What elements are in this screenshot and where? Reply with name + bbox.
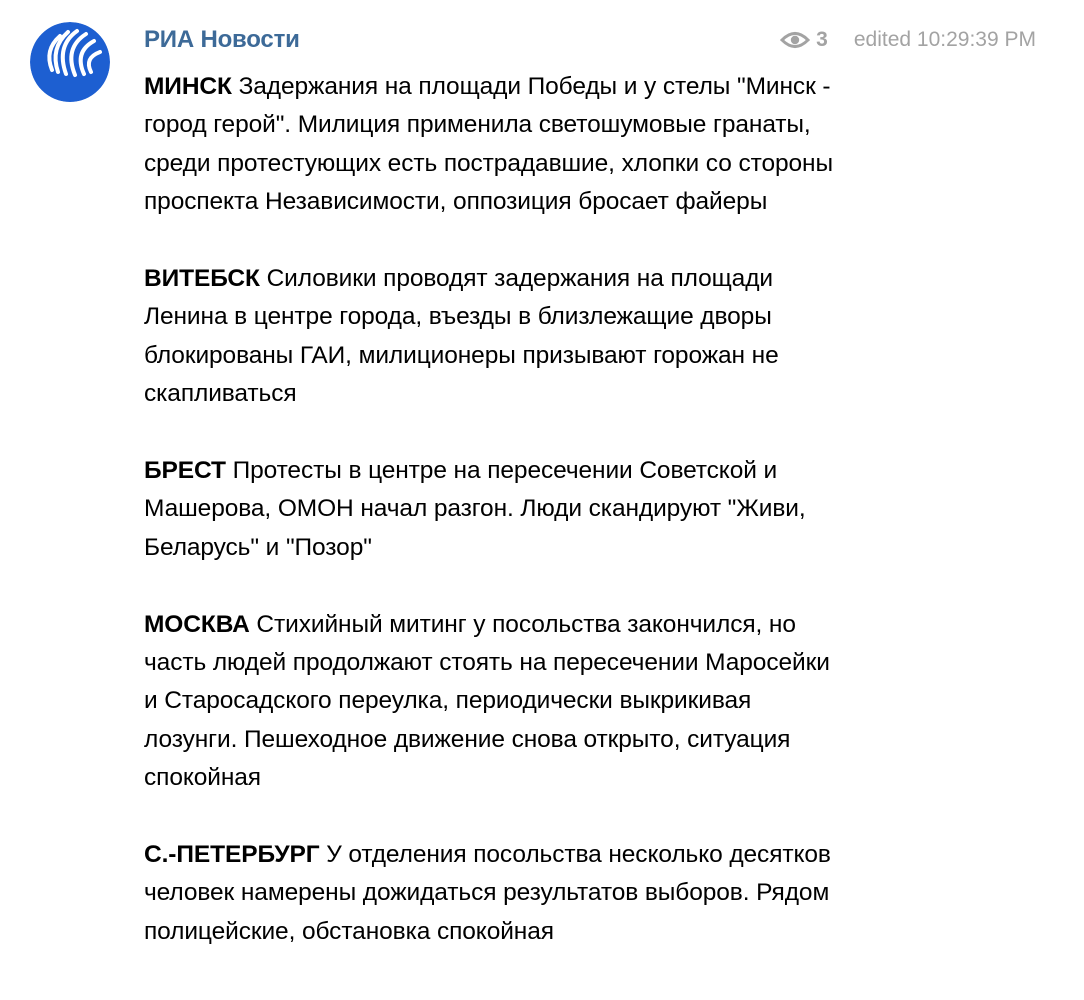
paragraph-text: Задержания на площади Победы и у стелы "Минск - город герой". Милиция применила светошумовые гранаты, среди протестующих есть пострадавшие, хлопки со стороны проспекта Независимости, оппозиция бросает файеры [144,73,833,216]
message-text [144,68,844,990]
city-label: МОСКВА [144,610,250,638]
paragraph-text: Протесты в центре на пересечении Советской и Машерова, ОМОН начал разгон. Люди скандируют "Живи, Беларусь" и "Позор" [144,457,806,561]
news-paragraph [144,836,844,951]
news-paragraph [144,68,844,222]
news-paragraph [144,260,844,414]
city-label: ВИТЕБСК [144,265,260,293]
city-label: С.-ПЕТЕРБУРГ [144,841,320,869]
channel-avatar[interactable] [30,22,110,102]
paragraph-text: У отделения посольства несколько десятков человек намерены дожидаться результатов выборов. Рядом полицейские, обстановка спокойная [144,841,831,945]
message-meta [780,24,1036,56]
edited-timestamp: edited 10:29:39 PM [853,28,1036,51]
eye-icon [780,30,810,50]
ria-novosti-logo-icon [30,22,110,102]
city-label: МИНСК [144,73,232,100]
city-label: БРЕСТ [144,457,226,485]
channel-name[interactable]: РИА Новости [144,26,300,53]
news-paragraph [144,452,844,567]
paragraph-text: Стихийный митинг у посольства закончился, но часть людей продолжают стоять на пересечении Маросейки и Старосадского переулка, периодически выкрикивая лозунги. Пешеходное движение снова открыто, ситуация спокойная [144,610,830,792]
news-paragraph [144,606,844,798]
paragraph-text: Силовики проводят задержания на площади Ленина в центре города, въезды в близлежащие дворы блокированы ГАИ, милиционеры призывают горожан не скапливаться [144,265,779,408]
view-count: 3 [816,28,828,51]
